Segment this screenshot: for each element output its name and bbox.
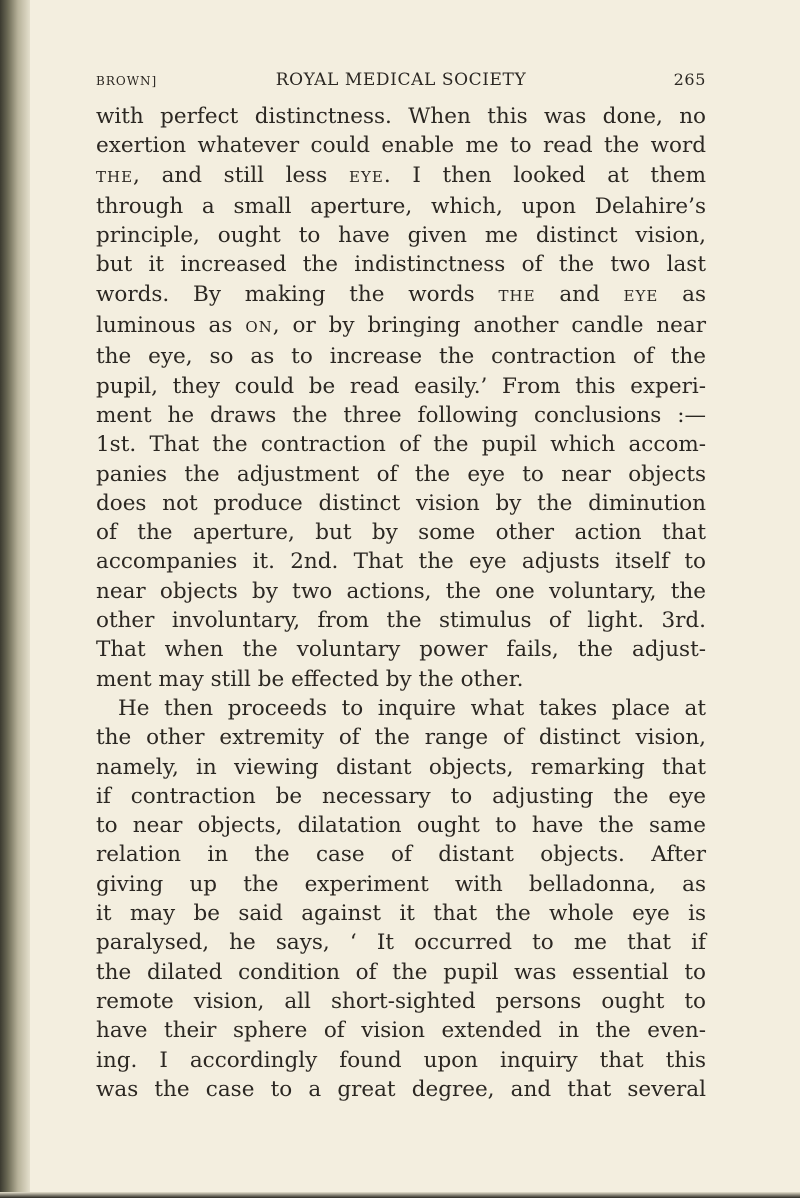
text-line: ment may still be effected by the other. [96,666,524,692]
small-caps-word: THE [498,286,536,305]
text-line: relation in the case of distant objects. After [96,842,706,868]
running-title: ROYAL MEDICAL SOCIETY [275,70,527,90]
book-binding-gutter [0,0,30,1198]
text-line: was the case to a great degree, and that several [96,1076,706,1102]
text-line [96,280,706,311]
text-line: remote vision, all short-sighted persons ought to [96,988,706,1014]
small-caps-word: EYE [623,286,659,305]
text-line: paralysed, he says, ‘ It occurred to me that if [96,930,706,956]
running-head-author: BROWN] [96,74,158,88]
text-segment: , or by bringing another candle near [272,313,706,339]
text-line: ment he draws the three following conclusions :— [96,402,706,428]
small-caps-word: EYE [349,167,384,186]
text-segment: words. By making the words [96,281,499,307]
page-bottom-edge [0,1192,800,1198]
page-number: 265 [673,70,706,89]
text-line: exertion whatever could enable me to read the word [96,133,706,159]
text-line: That when the voluntary power fails, the adjust- [96,637,706,663]
text-line: ing. I accordingly found upon inquiry that this [96,1047,706,1073]
text-line: principle, ought to have given me distinct vision, [96,223,706,249]
text-segment: and [535,281,624,307]
text-line [96,161,706,192]
small-caps-word: THE [96,167,134,186]
running-header [96,70,706,100]
text-line: other involuntary, from the stimulus of light. 3rd. [96,608,706,634]
text-line: but it increased the indistinctness of the two last [96,252,706,278]
text-line: panies the adjustment of the eye to near objects [96,461,706,487]
text-segment: as [658,281,706,307]
text-line [96,311,706,342]
text-line: the dilated condition of the pupil was essential to [96,959,706,985]
text-line: of the aperture, but by some other action that [96,520,706,546]
text-line: it may be said against it that the whole eye is [96,901,706,927]
text-segment: , and still less [133,162,350,188]
text-line: 1st. That the contraction of the pupil which accom- [96,432,706,458]
text-line: the other extremity of the range of distinct vision, [96,725,706,751]
small-caps-word: ON [245,318,273,337]
text-line: with perfect distinctness. When this was done, no [96,104,706,129]
text-segment: luminous as [96,313,246,339]
text-line: to near objects, dilatation ought to have the same [96,813,706,839]
text-line: through a small aperture, which, upon Delahire’s [96,193,706,219]
text-line: does not produce distinct vision by the diminution [96,490,706,516]
text-line: near objects by two actions, the one voluntary, the [96,578,706,604]
text-segment: . I then looked at them [383,162,706,188]
text-line: He then proceeds to inquire what takes place at [118,695,706,721]
text-line: namely, in viewing distant objects, remarking that [96,754,706,780]
text-line: the eye, so as to increase the contraction of the [96,344,706,370]
text-line: pupil, they could be read easily.’ From this experi- [96,373,706,399]
body-text [96,102,706,1104]
text-line: have their sphere of vision extended in the even- [96,1018,706,1044]
text-line: giving up the experiment with belladonna, as [96,871,706,897]
text-line: accompanies it. 2nd. That the eye adjusts itself to [96,549,706,575]
text-line: if contraction be necessary to adjusting the eye [96,783,706,809]
